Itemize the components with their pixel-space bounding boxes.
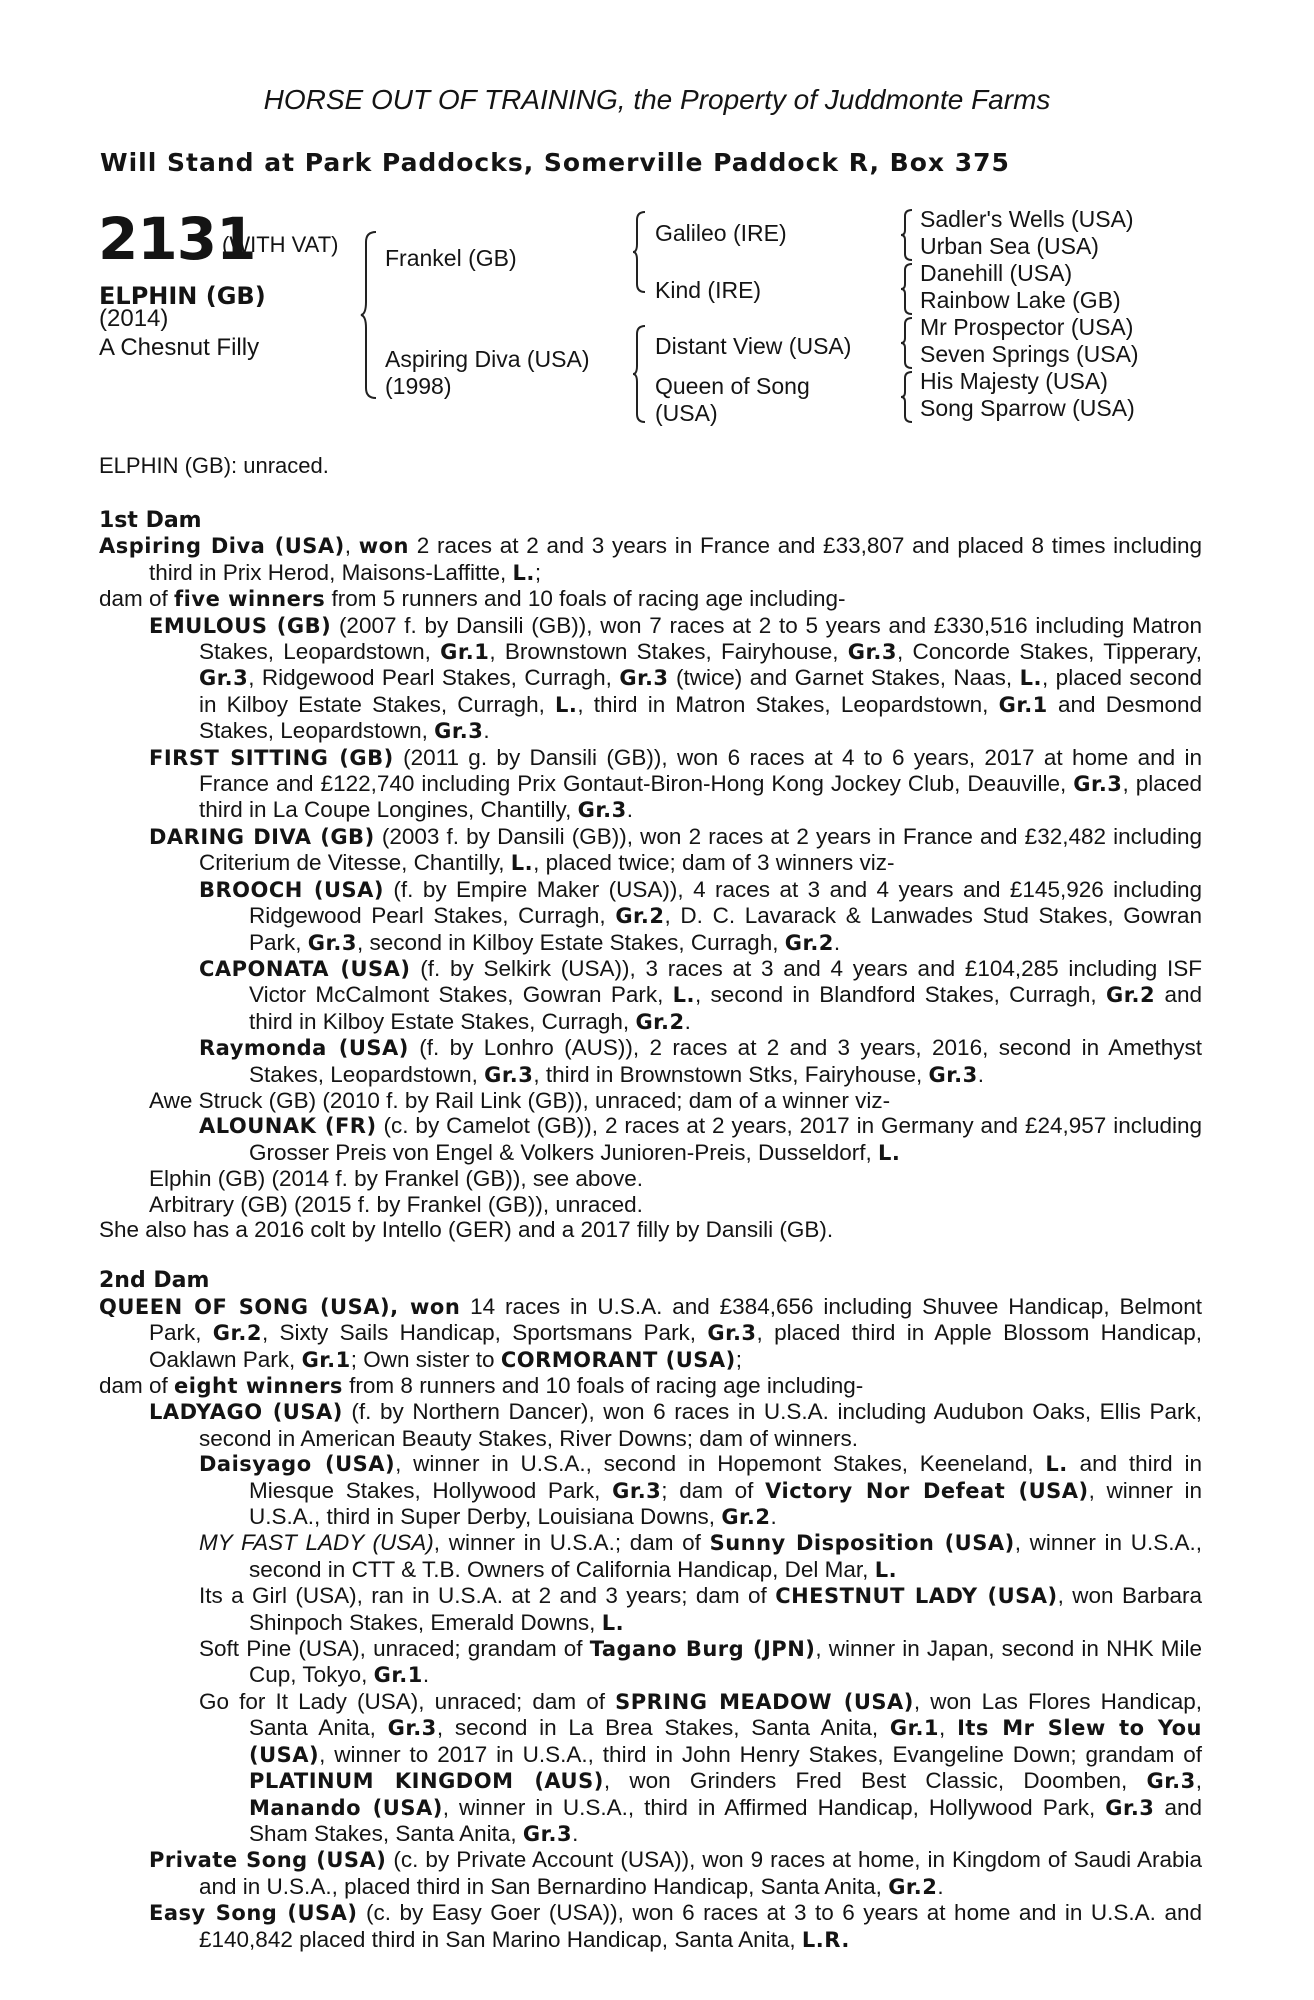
pedigree-dsd: Seven Springs (USA)	[920, 341, 1139, 367]
pedigree-ssd: Urban Sea (USA)	[920, 233, 1099, 259]
pedigree-sire: Frankel (GB)	[385, 245, 517, 271]
first-dam-also: She also has a 2016 colt by Intello (GER) and a 2017 filly by Dansili (GB).	[99, 1216, 834, 1242]
pedigree-ddd: Song Sparrow (USA)	[920, 395, 1135, 421]
produce-first-sitting: FIRST SITTING (GB) (2011 g. by Dansili (GB)), won 6 races at 4 to 6 years, 2017 at home and in France and £122,740 including Prix Gontaut-Biron-Hong Kong Jockey Club, Deauville, Gr.3, placed third in La Coupe Longines, Chantilly, Gr.3.	[149, 744, 1202, 823]
pedigree-brace-1	[900, 208, 914, 262]
second-dam-heading: 2nd Dam	[99, 1268, 210, 1294]
stand-location: Will Stand at Park Paddocks, Somerville Paddock R, Box 375	[100, 148, 1010, 177]
pedigree-sdd: Rainbow Lake (GB)	[920, 287, 1121, 313]
pedigree-brace-4	[900, 370, 914, 424]
pedigree-brace-dam	[632, 324, 648, 424]
produce-easy-song: Easy Song (USA) (c. by Easy Goer (USA)), won 6 races at 3 to 6 years at home and in U.S.A. and £140,842 placed third in San Marino Handicap, Santa Anita, L.R.	[149, 1900, 1202, 1952]
pedigree-dam-sire: Distant View (USA)	[655, 333, 852, 359]
produce-emulous: EMULOUS (GB) (2007 f. by Dansili (GB)), won 7 races at 2 to 5 years and £330,516 including Matron Stakes, Leopardstown, Gr.1, Brownstown Stakes, Fairyhouse, Gr.3, Concorde Stakes, Tipperary, Gr.3, Ridgewood Pearl Stakes, Curragh, Gr.3 (twice) and Garnet Stakes, Naas, L., placed second in Kilboy Estate Stakes, Curragh, L., third in Matron Stakes, Leopardstown, Gr.1 and Desmond Stakes, Leopardstown, Gr.3.	[149, 612, 1202, 744]
horse-description: A Chesnut Filly	[99, 334, 260, 361]
pedigree-brace-3	[900, 316, 914, 370]
produce-its-a-girl: Its a Girl (USA), ran in U.S.A. at 2 and 3 years; dam of CHESTNUT LADY (USA), won Barbara Shinpoch Stakes, Emerald Downs, L.	[199, 1583, 1202, 1635]
pedigree-sire-sire: Galileo (IRE)	[655, 220, 787, 246]
pedigree-sds: Danehill (USA)	[920, 260, 1073, 286]
produce-ladyago: LADYAGO (USA) (f. by Northern Dancer), won 6 races in U.S.A. including Audubon Oaks, Ellis Park, second in American Beauty Stakes, River Downs; dam of winners.	[149, 1399, 1203, 1451]
horse-name: ELPHIN (GB)	[99, 282, 266, 310]
unraced-note: ELPHIN (GB): unraced.	[99, 453, 329, 478]
lot-vat: (WITH VAT)	[222, 232, 339, 257]
first-dam-produce: dam of five winners from 5 runners and 10 foals of racing age including-	[99, 586, 846, 612]
catalogue-body	[99, 508, 1202, 1953]
produce-private-song: Private Song (USA) (c. by Private Account (USA)), won 9 races at home, in Kingdom of Saudi Arabia and in U.S.A., placed third in San Bernardino Handicap, Santa Anita, Gr.2.	[149, 1847, 1202, 1899]
produce-alounak: ALOUNAK (FR) (c. by Camelot (GB)), 2 races at 2 years, 2017 in Germany and £24,957 including Grosser Preis von Engel & Volkers Junioren-Preis, Dusseldorf, L.	[199, 1113, 1203, 1165]
pedigree-brace-2	[900, 262, 914, 316]
produce-my-fast-lady: MY FAST LADY (USA), winner in U.S.A.; dam of Sunny Disposition (USA), winner in U.S.A., second in CTT & T.B. Owners of California Handicap, Del Mar, L.	[199, 1530, 1202, 1582]
produce-awe-struck: Awe Struck (GB) (2010 f. by Rail Link (GB)), unraced; dam of a winner viz-	[149, 1087, 891, 1113]
pedigree-dds: His Majesty (USA)	[920, 368, 1108, 394]
produce-daring-diva: DARING DIVA (GB) (2003 f. by Dansili (GB)), won 2 races at 2 years in France and £32,482 including Criterium de Vitesse, Chantilly, L., placed twice; dam of 3 winners viz-	[149, 823, 1202, 876]
first-dam-heading: 1st Dam	[99, 508, 202, 533]
second-dam-entry: QUEEN OF SONG (USA), won 14 races in U.S.A. and £384,656 including Shuvee Handicap, Belmont Park, Gr.2, Sixty Sails Handicap, Sportsmans Park, Gr.3, placed third in Apple Blossom Handicap, Oaklawn Park, Gr.1; Own sister to CORMORANT (USA);	[99, 1293, 1202, 1372]
produce-raymonda: Raymonda (USA) (f. by Lonhro (AUS)), 2 races at 2 and 3 years, 2016, second in Amethyst Stakes, Leopardstown, Gr.3, third in Brownstown Stks, Fairyhouse, Gr.3.	[199, 1035, 1202, 1087]
produce-elphin: Elphin (GB) (2014 f. by Frankel (GB)), see above.	[149, 1166, 643, 1192]
pedigree-brace-main	[360, 230, 380, 400]
page-title: HORSE OUT OF TRAINING, the Property of Juddmonte Farms	[263, 84, 1051, 115]
horse-year: (2014)	[99, 305, 169, 332]
pedigree-dss: Mr Prospector (USA)	[920, 314, 1134, 340]
produce-soft-pine: Soft Pine (USA), unraced; grandam of Tagano Burg (JPN), winner in Japan, second in NHK Mile Cup, Tokyo, Gr.1.	[199, 1636, 1202, 1688]
produce-brooch: BROOCH (USA) (f. by Empire Maker (USA)), 4 races at 3 and 4 years and £145,926 including Ridgewood Pearl Stakes, Curragh, Gr.2, D. C. Lavarack & Lanwades Stud Stakes, Gowran Park, Gr.3, second in Kilboy Estate Stakes, Curragh, Gr.2.	[199, 876, 1203, 955]
lot-number: 2131	[98, 205, 256, 273]
pedigree-dam-dam-2: (USA)	[655, 400, 718, 426]
pedigree-dam: Aspiring Diva (USA)	[385, 346, 590, 372]
produce-go-for-it-lady: Go for It Lady (USA), unraced; dam of SPRING MEADOW (USA), won Las Flores Handicap, Santa Anita, Gr.3, second in La Brea Stakes, Santa Anita, Gr.1, Its Mr Slew to You (USA), winner to 2017 in U.S.A., third in John Henry Stakes, Evangeline Down; grandam of PLATINUM KINGDOM (AUS), won Grinders Fred Best Classic, Doomben, Gr.3, Manando (USA), winner in U.S.A., third in Affirmed Handicap, Hollywood Park, Gr.3 and Sham Stakes, Santa Anita, Gr.3.	[199, 1688, 1203, 1846]
produce-daisyago: Daisyago (USA), winner in U.S.A., second in Hopemont Stakes, Keeneland, L. and third in Miesque Stakes, Hollywood Park, Gr.3; dam of Victory Nor Defeat (USA), winner in U.S.A., third in Super Derby, Louisiana Downs, Gr.2.	[199, 1451, 1202, 1530]
produce-caponata: CAPONATA (USA) (f. by Selkirk (USA)), 3 races at 3 and 4 years and £104,285 including ISF Victor McCalmont Stakes, Gowran Park, L., second in Blandford Stakes, Curragh, Gr.2 and third in Kilboy Estate Stakes, Curragh, Gr.2.	[199, 955, 1202, 1034]
second-dam-produce: dam of eight winners from 8 runners and 10 foals of racing age including-	[99, 1373, 864, 1398]
pedigree-sire-dam: Kind (IRE)	[655, 277, 762, 303]
first-dam-entry: Aspiring Diva (USA), won 2 races at 2 and 3 years in France and £33,807 and placed 8 times including third in Prix Herod, Maisons-Laffitte, L.;	[99, 533, 1202, 585]
pedigree-brace-sire	[632, 210, 648, 294]
pedigree-dam-year: (1998)	[385, 373, 452, 399]
pedigree-dam-dam: Queen of Song	[655, 373, 810, 399]
pedigree-sss: Sadler's Wells (USA)	[920, 206, 1134, 232]
produce-arbitrary: Arbitrary (GB) (2015 f. by Frankel (GB)), unraced.	[149, 1191, 643, 1217]
